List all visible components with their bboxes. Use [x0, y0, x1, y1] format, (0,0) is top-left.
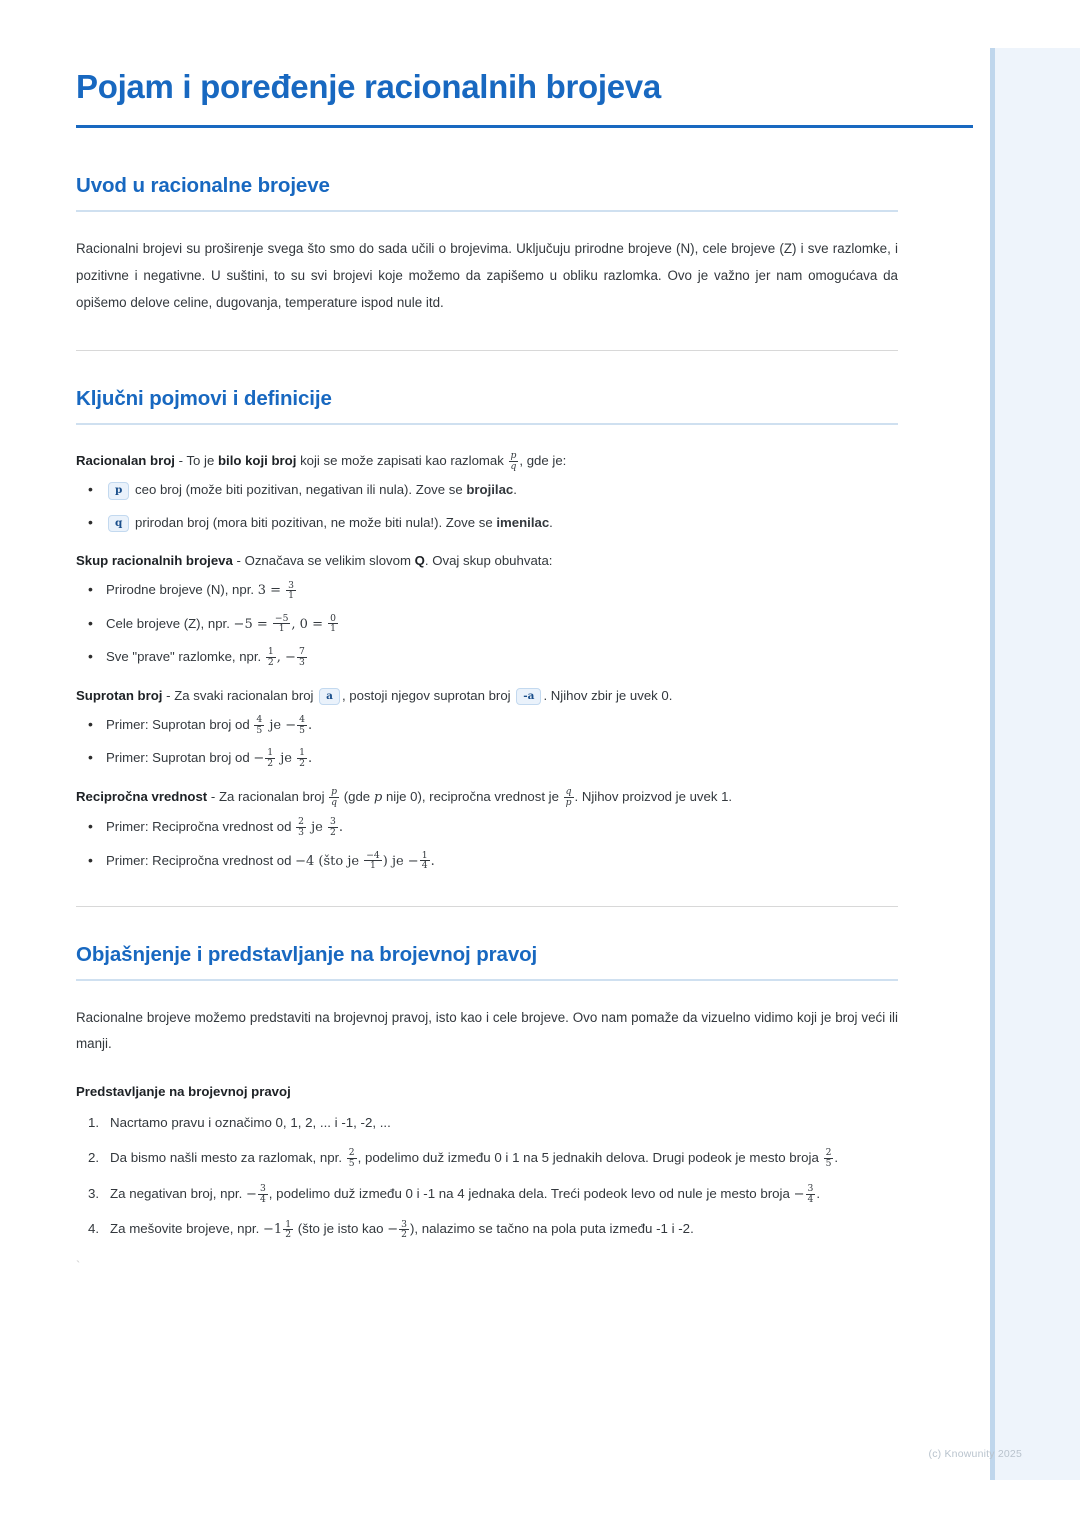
section-brojevna-prava	[76, 943, 898, 1273]
math-expression: −5 = $\frac{-5}{1}$ , 0 = $\frac{0}{1}$	[233, 612, 336, 635]
list-item-label: Prirodne brojeve (N), npr.	[106, 582, 255, 598]
fraction-p-over-q: $\frac{p}{q}$	[331, 786, 338, 809]
heading-underline	[76, 979, 898, 981]
section-paragraph-brojevna-prava: Racionalne brojeve možemo predstaviti na brojevnoj pravoj, isto kao i cele brojeve. Ovo nam pomaže da vizuelno vidimo koji je broj veći ili manji.	[76, 1009, 898, 1052]
code-badge-a: a	[319, 688, 340, 706]
math-expression: $\frac{1}{2}$ , − $\frac{7}{3}$	[267, 645, 305, 668]
list-item-end: .	[549, 514, 553, 530]
math-expression: − $\frac{1}{2}$ je $\frac{1}{2}$ .	[253, 747, 313, 769]
term-text-after: . Ovaj skup obuhvata:	[424, 553, 553, 569]
right-side-panel	[992, 48, 1080, 1480]
set-symbol-q: Q	[414, 553, 425, 569]
math-expression: −4 (što je $\frac{-4}{1}$ ) je − $\frac{1}{4}$ .	[295, 849, 435, 872]
code-badge-negative-a: -a	[516, 688, 541, 706]
list-item	[106, 817, 898, 838]
term-name: Recipročna vrednost	[76, 789, 208, 805]
term-dash: -	[178, 453, 184, 469]
heading-underline	[76, 210, 898, 212]
list-skup-obuhvata	[76, 580, 898, 667]
list-item-text: ceo broj (može biti pozitivan, negativan ili nula). Zove se	[135, 482, 463, 498]
stray-backtick: `	[76, 1258, 81, 1274]
step-text-part1: Da bismo našli mesto za razlomak, npr.	[110, 1150, 343, 1166]
fraction-two-fifths: $\frac{2}{5}$	[348, 1147, 355, 1170]
section-heading-brojevna-prava: Objašnjenje i predstavljanje na brojevnoj pravoj	[76, 942, 538, 966]
math-expression: $\frac{4}{5}$ je − $\frac{4}{5}$ .	[256, 714, 313, 736]
math-expression: 3 = $\frac{3}{1}$	[257, 579, 295, 602]
list-item	[106, 480, 898, 500]
term-text-before: Za svaki racionalan broj	[174, 687, 314, 703]
list-item	[106, 748, 898, 769]
list-item	[110, 1148, 898, 1169]
term-racionalan-broj	[76, 449, 898, 472]
section-heading-uvod: Uvod u racionalne brojeve	[76, 173, 330, 197]
subheading-predstavljanje: Predstavljanje na brojevnoj pravoj	[76, 1084, 291, 1100]
term-name: Suprotan broj	[76, 687, 163, 703]
list-suprotan-broj-primeri	[76, 715, 898, 769]
math-variable-p: p	[373, 790, 383, 806]
fraction-q-over-p: $\frac{q}{p}$	[565, 786, 572, 809]
section-paragraph-uvod: Racionalni brojevi su proširenje svega što smo do sada učili o brojevima. Uključuju prirodne brojeve (N), cele brojeve (Z) i sve razlomke, i pozitivne i negativne. U suštini, to su svi brojevi koje možemo da zapišemo u obliku razlomka. Ovo je važno jer nam omogućava da opišemo delove celine, dugovanja, temperature ispod nule itd.	[76, 240, 898, 310]
term-text-before: Označava se velikim slovom	[244, 553, 411, 569]
term-text-middle-2: nije 0), recipročna vrednost je	[385, 789, 559, 805]
page-title: Pojam i poređenje racionalnih brojeva	[76, 68, 661, 105]
step-text-part2: , podelimo duž između 0 i 1 na 5 jednakih delova. Drugi podeok je mesto broja	[357, 1150, 819, 1166]
list-item-label: Cele brojeve (Z), npr.	[106, 615, 230, 631]
term-tail: , gde je:	[519, 453, 567, 469]
list-item	[106, 614, 898, 635]
math-expression: $\frac{2}{3}$ je $\frac{3}{2}$ .	[298, 816, 343, 839]
list-item-label: Sve "prave" razlomke, npr.	[106, 648, 262, 664]
list-racionalan-broj-parts	[76, 480, 898, 533]
term-lead: To je	[186, 453, 215, 469]
scrollbar-rail[interactable]	[990, 48, 995, 1480]
term-text-before: Za racionalan broj	[218, 789, 325, 805]
term-emphasis: bilo koji broj	[217, 453, 297, 469]
term-text-middle: , postoji njegov suprotan broj	[341, 687, 511, 703]
list-steps-brojevna-prava	[76, 1113, 898, 1240]
fraction-negative-three-quarters: − $\frac{3}{4}$	[793, 1182, 814, 1205]
list-item	[106, 715, 898, 736]
term-skup-racionalnih-brojeva	[76, 549, 898, 572]
list-item	[106, 647, 898, 668]
title-underline	[76, 125, 973, 128]
fraction-p-over-q: $\frac{p}{q}$	[510, 450, 517, 473]
section-heading-kljucni-pojmovi: Ključni pojmovi i definicije	[76, 387, 332, 411]
list-item-strong: brojilac	[466, 482, 514, 498]
term-text-after: . Njihov zbir je uvek 0.	[543, 687, 673, 703]
fraction-two-fifths: $\frac{2}{5}$	[825, 1147, 832, 1170]
step-text-part1: Za negativan broj, npr.	[110, 1185, 243, 1201]
code-badge-p: p	[108, 482, 129, 500]
list-item-label: Primer: Recipročna vrednost od	[106, 819, 292, 835]
term-text-after: . Njihov proizvod je uvek 1.	[574, 789, 733, 805]
heading-underline	[76, 423, 898, 425]
mixed-number-negative-one-and-half: −1 $\frac{1}{2}$	[263, 1218, 292, 1241]
step-text-part2: (što je isto kao	[297, 1221, 384, 1237]
list-item	[106, 851, 898, 872]
term-name: Racionalan broj	[76, 453, 175, 469]
list-item-label: Primer: Recipročna vrednost od	[106, 852, 292, 868]
list-item	[110, 1113, 898, 1133]
step-text-part3: ), nalazimo se tačno na pola puta između -1 i -2.	[409, 1221, 694, 1237]
list-item-text: prirodan broj (mora biti pozitivan, ne može biti nula!). Zove se	[135, 514, 493, 530]
term-dash: -	[236, 553, 241, 569]
step-text-part1: Za mešovite brojeve, npr.	[110, 1221, 260, 1237]
step-text-part2: , podelimo duž između 0 i -1 na 4 jednaka dela. Treći podeok levo od nule je mesto broja	[268, 1185, 790, 1201]
list-item	[106, 580, 898, 601]
section-divider	[76, 906, 898, 907]
step-text-part3: .	[816, 1185, 821, 1201]
list-item	[110, 1219, 898, 1240]
step-text-part3: .	[834, 1150, 839, 1166]
term-suprotan-broj	[76, 684, 898, 707]
section-divider	[76, 350, 898, 351]
term-rest: koji se može zapisati kao razlomak	[300, 453, 504, 469]
list-item-label: Primer: Suprotan broj od	[106, 750, 250, 766]
term-text-middle: (gde	[343, 789, 371, 805]
document-body	[76, 0, 898, 1273]
fraction-negative-three-quarters: − $\frac{3}{4}$	[246, 1182, 266, 1205]
list-item	[106, 513, 898, 533]
section-kljucni-pojmovi	[76, 387, 898, 871]
code-badge-q: q	[108, 515, 129, 533]
section-uvod	[76, 174, 898, 316]
fraction-negative-three-halves: − $\frac{3}{2}$	[387, 1218, 407, 1241]
step-text: Nacrtamo pravu i označimo 0, 1, 2, ... i -1, -2, ...	[110, 1115, 391, 1131]
term-name: Skup racionalnih brojeva	[76, 553, 233, 569]
list-reciprocna-primeri	[76, 817, 898, 871]
term-reciprocna-vrednost	[76, 785, 898, 809]
list-item-strong: imenilac	[496, 514, 550, 530]
list-item-label: Primer: Suprotan broj od	[106, 716, 250, 732]
list-item-end: .	[513, 482, 517, 498]
list-item	[110, 1184, 898, 1205]
term-dash: -	[166, 687, 171, 703]
footer-copyright: (c) Knowunity 2025	[928, 1448, 1022, 1460]
term-dash: -	[210, 789, 216, 805]
